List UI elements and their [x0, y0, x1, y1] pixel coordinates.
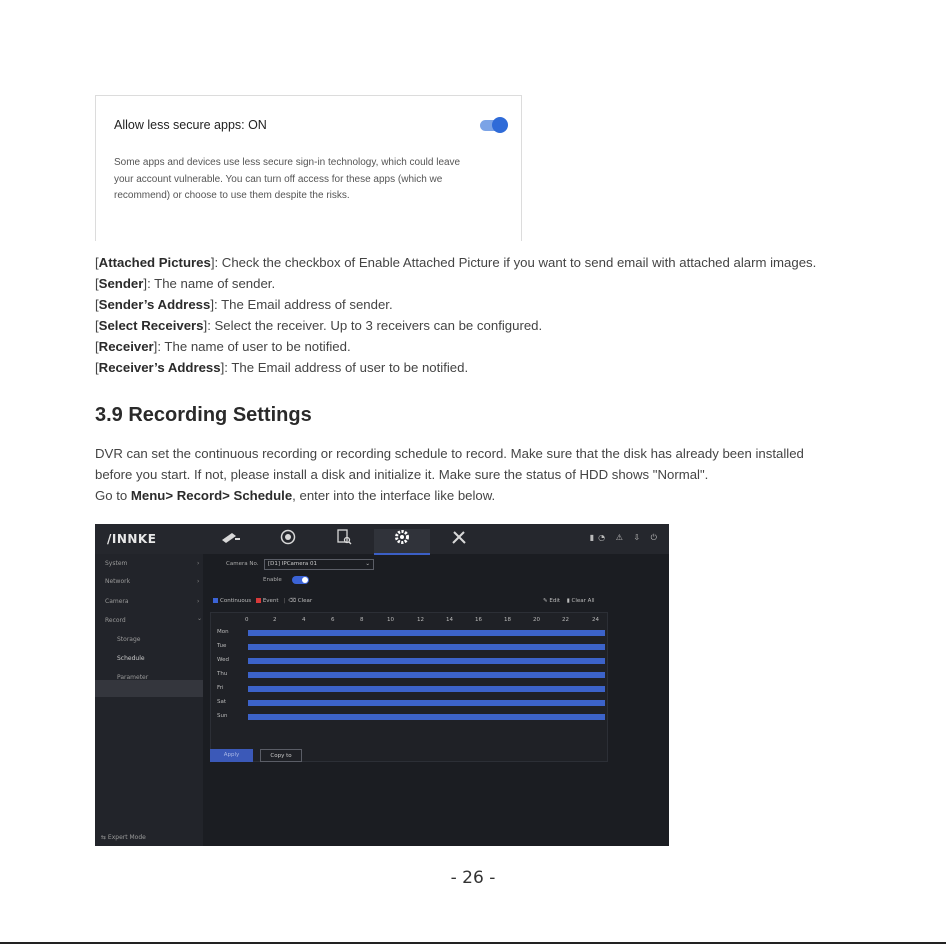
- term-desc: : Select the receiver. Up to 3 receivers can be configured.: [207, 318, 543, 333]
- continuous-swatch: [213, 598, 218, 603]
- day-label: Tue: [217, 643, 227, 649]
- chevron-right-icon: ›: [197, 598, 200, 605]
- apply-button[interactable]: Apply: [210, 749, 253, 762]
- menu-path: Menu> Record> Schedule: [130, 488, 293, 503]
- legend-clear[interactable]: Clear: [297, 598, 313, 604]
- day-label: Mon: [217, 629, 229, 635]
- edit-icon: ✎: [543, 598, 550, 604]
- settings-gear-icon[interactable]: [374, 529, 430, 555]
- term: Receiver’s Address: [98, 360, 221, 375]
- day-schedule-bar[interactable]: [248, 700, 605, 706]
- toggle-knob: [492, 117, 508, 133]
- less-secure-toggle[interactable]: [480, 116, 506, 134]
- definition-row: [Sender’s Address]: The Email address of sender.: [95, 297, 393, 312]
- sidebar-item-storage[interactable]: Storage: [117, 636, 141, 643]
- page-number: - 26 -: [450, 868, 496, 888]
- sidebar-item-system[interactable]: System: [105, 560, 128, 567]
- day-schedule-bar[interactable]: [248, 658, 605, 664]
- dvr-sidebar: [95, 554, 203, 846]
- day-label: Sat: [217, 699, 227, 705]
- card-title: Allow less secure apps: ON: [114, 118, 267, 132]
- camera-no-label: Camera No.: [226, 561, 259, 567]
- chevron-right-icon: ›: [197, 578, 200, 585]
- para-line: before you start. If not, please install a disk and initialize it. Make sure the status of HDD shows "Normal".: [95, 467, 709, 482]
- day-schedule-bar[interactable]: [248, 644, 605, 650]
- section-paragraph: [95, 443, 895, 506]
- sidebar-selection: [95, 680, 203, 697]
- desc-line: Some apps and devices use less secure sign-in technology, which could leave: [114, 157, 461, 168]
- playback-icon[interactable]: [260, 529, 316, 553]
- hour-label: 22: [562, 617, 569, 623]
- hour-label: 0: [245, 617, 249, 623]
- bottom-rule: [0, 942, 946, 944]
- expert-mode-link[interactable]: ⇆ Expert Mode: [101, 834, 146, 841]
- hour-label: 12: [417, 617, 424, 623]
- dvr-schedule-screenshot: [95, 524, 669, 846]
- hour-label: 6: [331, 617, 335, 623]
- para-line: DVR can set the continuous recording or recording schedule to record. Make sure that the disk has already been installed: [95, 446, 804, 461]
- switch-knob: [302, 577, 308, 583]
- term: Sender’s Address: [98, 297, 211, 312]
- status-icons[interactable]: ▮◔ ⚠ ⇩ ⏻: [589, 533, 661, 542]
- day-schedule-bar[interactable]: [248, 672, 605, 678]
- term-desc: : The name of user to be notified.: [157, 339, 351, 354]
- search-file-icon[interactable]: [316, 529, 372, 553]
- edit-button[interactable]: Edit: [549, 598, 561, 604]
- chevron-down-icon: ⌄: [197, 615, 203, 622]
- definition-row: [Receiver’s Address]: The Email address of user to be notified.: [95, 360, 469, 375]
- term-desc: : The Email address of sender.: [214, 297, 393, 312]
- para-text: Go to: [95, 488, 131, 503]
- event-swatch: [256, 598, 261, 603]
- schedule-panel: [203, 554, 669, 846]
- chevron-right-icon: ›: [197, 560, 200, 567]
- term: Sender: [98, 276, 144, 291]
- hour-label: 10: [387, 617, 394, 623]
- enable-label: Enable: [263, 577, 282, 583]
- term-desc: : The name of sender.: [147, 276, 276, 291]
- term: Attached Pictures: [98, 255, 211, 270]
- hour-label: 2: [273, 617, 277, 623]
- legend-continuous[interactable]: Continuous: [220, 598, 252, 604]
- day-schedule-bar[interactable]: [248, 686, 605, 692]
- dvr-topbar: [95, 524, 669, 554]
- section-heading: 3.9 Recording Settings: [95, 404, 312, 426]
- hour-label: 20: [533, 617, 540, 623]
- hour-label: 16: [475, 617, 482, 623]
- copy-to-button[interactable]: Copy to: [260, 749, 302, 762]
- camera-select-value: [D1] IPCamera 01: [268, 561, 318, 567]
- sidebar-item-camera[interactable]: Camera: [105, 598, 129, 605]
- day-label: Wed: [217, 657, 229, 663]
- legend-event[interactable]: Event: [262, 598, 279, 604]
- hour-label: 4: [302, 617, 306, 623]
- definition-row: [Attached Pictures]: Check the checkbox of Enable Attached Picture if you want to send email with attached alarm images.: [95, 255, 817, 270]
- chevron-down-icon: ⌄: [365, 561, 370, 567]
- enable-switch[interactable]: [292, 576, 309, 584]
- less-secure-apps-card: [95, 95, 522, 241]
- day-label: Thu: [217, 671, 228, 677]
- hour-label: 14: [446, 617, 453, 623]
- para-line: [95, 485, 895, 506]
- annke-logo: /INNKE: [107, 532, 157, 546]
- sidebar-item-schedule[interactable]: Schedule: [117, 655, 145, 662]
- day-label: Fri: [217, 685, 224, 691]
- sidebar-item-record[interactable]: Record: [105, 617, 126, 624]
- day-schedule-bar[interactable]: [248, 714, 605, 720]
- day-label: Sun: [217, 713, 228, 719]
- definition-row: [Sender]: The name of sender.: [95, 276, 276, 291]
- term: Select Receivers: [98, 318, 204, 333]
- eraser-icon: ⌫: [288, 598, 298, 604]
- camera-icon[interactable]: [203, 529, 259, 553]
- trash-icon: ▮: [566, 598, 572, 604]
- field-definitions: [95, 252, 935, 378]
- term-desc: : The Email address of user to be notified.: [224, 360, 469, 375]
- hour-label: 18: [504, 617, 511, 623]
- hour-label: 8: [360, 617, 364, 623]
- definition-row: [Select Receivers]: Select the receiver. Up to 3 receivers can be configured.: [95, 318, 543, 333]
- tools-icon[interactable]: [431, 529, 487, 553]
- schedule-legend: [213, 598, 312, 604]
- sidebar-item-parameter[interactable]: Parameter: [117, 674, 149, 681]
- para-text: , enter into the interface like below.: [292, 488, 496, 503]
- term: Receiver: [98, 339, 154, 354]
- day-schedule-bar[interactable]: [248, 630, 605, 636]
- desc-line: your account vulnerable. You can turn off access for these apps (which we: [114, 173, 443, 185]
- definition-row: [Receiver]: The name of user to be notified.: [95, 339, 351, 354]
- schedule-actions: [543, 598, 595, 604]
- sidebar-item-network[interactable]: Network: [105, 578, 131, 585]
- term-desc: : Check the checkbox of Enable Attached Picture if you want to send email with attached alarm images.: [214, 255, 817, 270]
- card-description: [114, 155, 464, 205]
- clear-all-button[interactable]: Clear All: [571, 598, 595, 604]
- desc-line: recommend) or choose to use them despite the risks.: [114, 190, 350, 201]
- camera-select[interactable]: [264, 559, 374, 570]
- legend-divider: |: [283, 598, 286, 604]
- schedule-grid[interactable]: [210, 612, 608, 762]
- hour-label: 24: [592, 617, 599, 623]
